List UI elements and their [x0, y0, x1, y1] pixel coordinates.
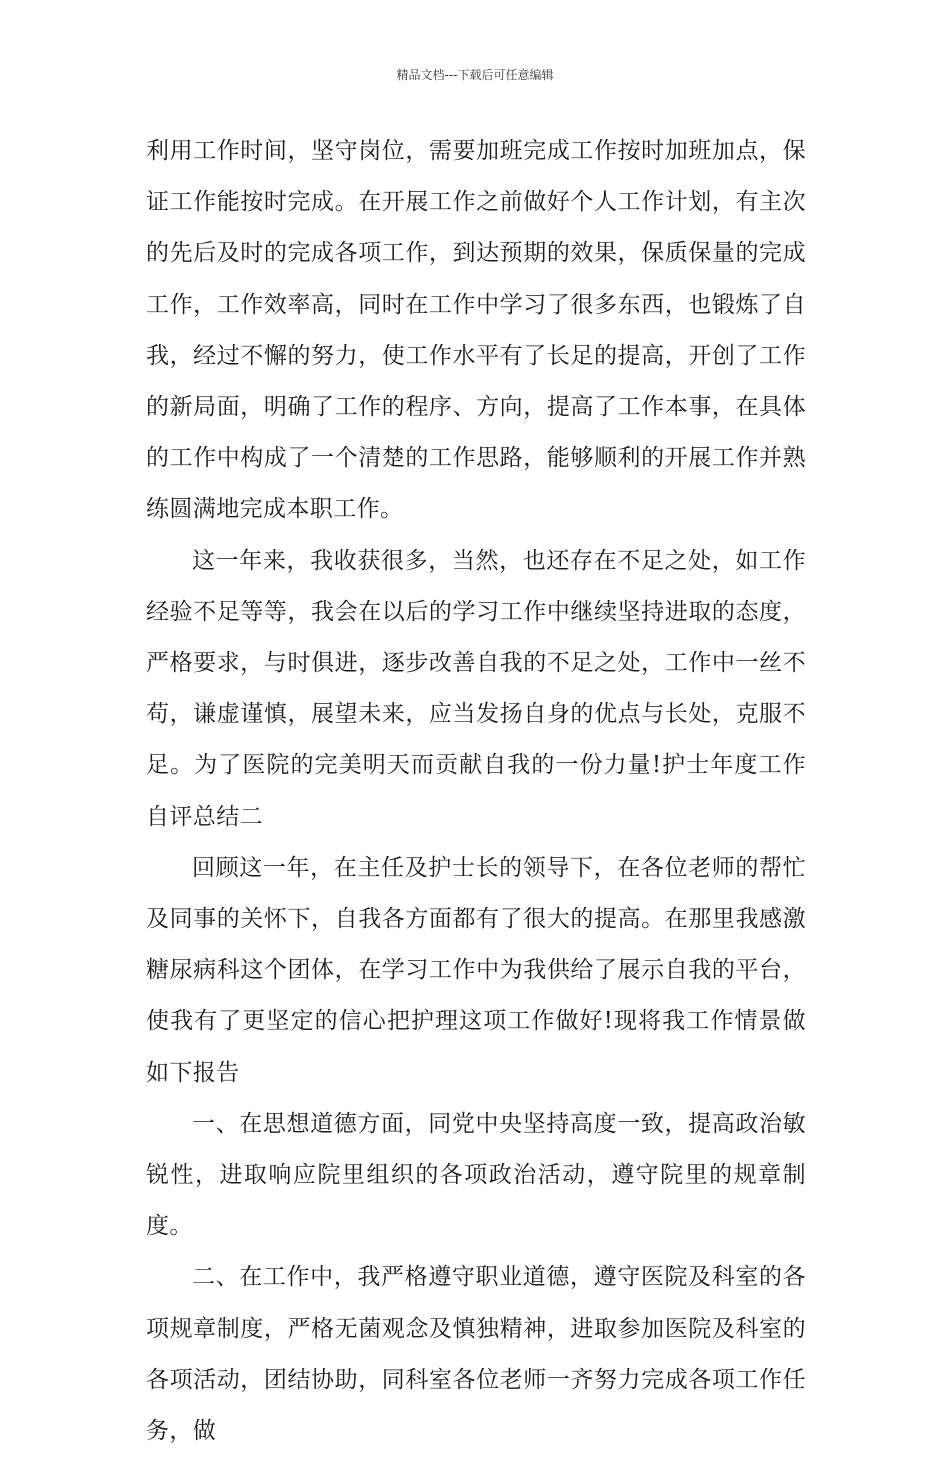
paragraph-2: 这一年来，我收获很多，当然，也还存在不足之处，如工作经验不足等等，我会在以后的学习工作中继续坚持进取的态度，严格要求，与时俱进，逐步改善自我的不足之处，工作中一丝不苟，谦虚谨慎，展望未来，应当发扬自身的优点与长处，克服不足。为了医院的完美明天而贡献自我的一份力量!护士年度工作自评总结二 — [146, 547, 806, 830]
paragraph-4: 一、在思想道德方面，同党中央坚持高度一致，提高政治敏锐性，进取响应院里组织的各项政治活动，遵守院里的规章制度。 — [146, 1110, 806, 1240]
paragraph-1: 利用工作时间，坚守岗位，需要加班完成工作按时加班加点，保证工作能按时完成。在开展工作之前做好个人工作计划，有主次的先后及时的完成各项工作，到达预期的效果，保质保量的完成工作，工作效率高，同时在工作中学习了很多东西，也锻炼了自我，经过不懈的努力，使工作水平有了长足的提高，开创了工作的新局面，明确了工作的程序、方向，提高了工作本事，在具体的工作中构成了一个清楚的工作思路，能够顺利的开展工作并熟练圆满地完成本职工作。 — [146, 138, 806, 523]
paragraph-3: 回顾这一年，在主任及护士长的领导下，在各位老师的帮忙及同事的关怀下，自我各方面都有了很大的提高。在那里我感激糖尿病科这个团体，在学习工作中为我供给了展示自我的平台，使我有了更坚定的信心把护理这项工作做好!现将我工作情景做如下报告 — [146, 854, 806, 1086]
document-body — [146, 126, 806, 1457]
paragraph-5: 二、在工作中，我严格遵守职业道德，遵守医院及科室的各项规章制度，严格无菌观念及慎独精神，进取参加医院及科室的各项活动，团结协助，同科室各位老师一齐努力完成各项工作任务，做 — [146, 1264, 806, 1445]
page-header: 精品文档---下载后可任意编辑 — [396, 68, 554, 82]
